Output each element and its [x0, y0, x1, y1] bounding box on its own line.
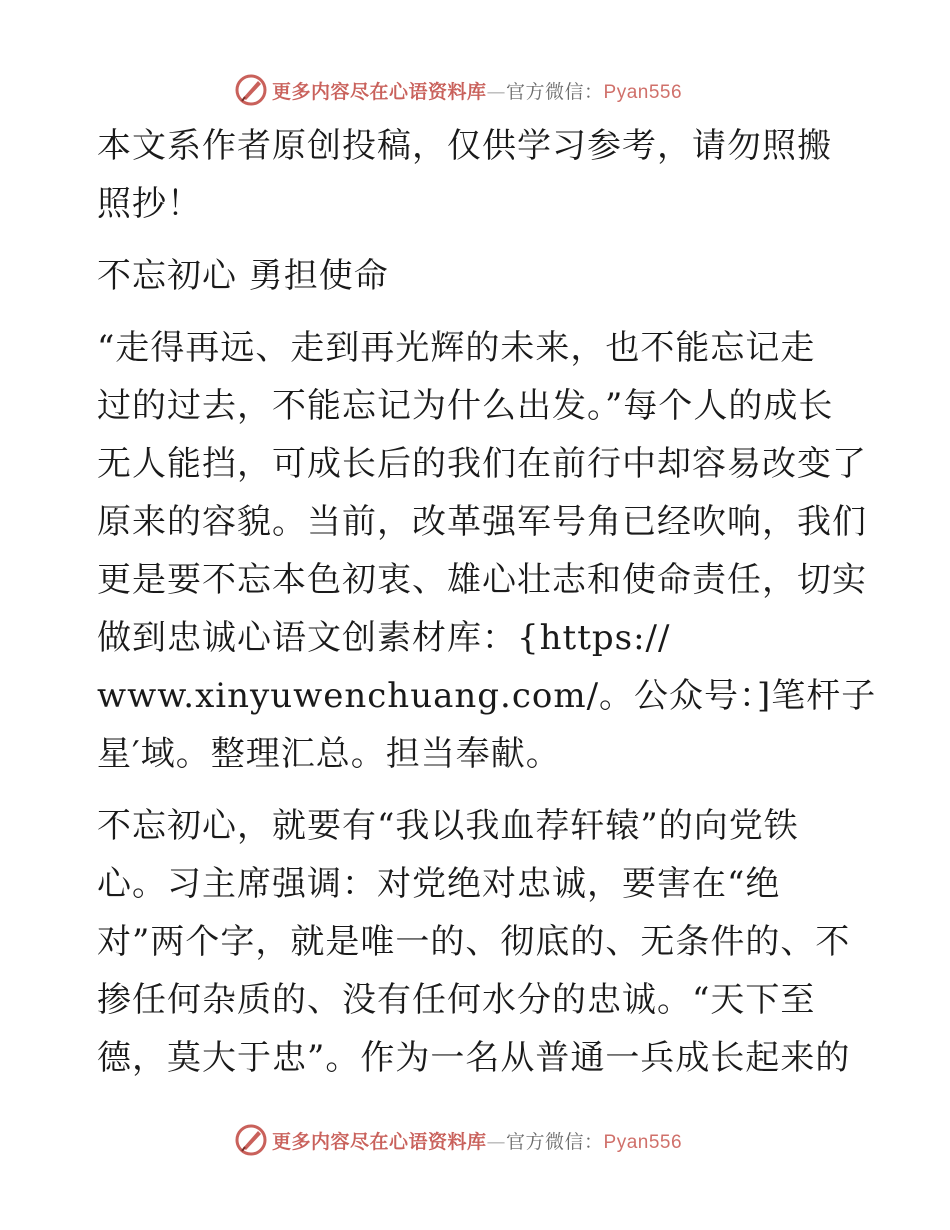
header-banner-text [272, 77, 682, 104]
text-line: 更是要不忘本色初衷、雄心壮志和使命责任，切实 [97, 560, 867, 600]
paragraph-intro [97, 319, 877, 783]
text-line: 对”两个字，就是唯一的、彻底的、无条件的、不 [97, 922, 851, 962]
footer-banner-id: Pyan556 [603, 1131, 683, 1153]
text-line: 无人能挡，可成长后的我们在前行中却容易改变了 [97, 444, 867, 484]
header-banner-id: Pyan556 [603, 81, 683, 103]
text-line: 原来的容貌。当前，改革强军号角已经吹响，我们 [97, 502, 867, 542]
text-line: 不忘初心，就要有“我以我血荐轩辕”的向党铁 [97, 806, 799, 846]
text-line: “走得再远、走到再光辉的未来，也不能忘记走 [97, 328, 816, 368]
paragraph-loyalty [97, 797, 857, 1087]
article-title: 不忘初心 勇担使命 [97, 256, 389, 296]
text-line: 掺任何杂质的、没有任何水分的忠诚。“天下至 [97, 980, 816, 1020]
paragraph-notice [97, 117, 857, 233]
header-banner-main: 更多内容尽在心语资料库 [272, 80, 487, 103]
text-line: 心。习主席强调：对党绝对忠诚，要害在“绝 [97, 864, 781, 904]
header-banner-dash: — [486, 80, 507, 103]
paragraph-title [97, 247, 857, 305]
header-watermark-banner [234, 72, 734, 108]
footer-banner-text [272, 1127, 682, 1154]
text-line: 照抄！ [97, 184, 202, 224]
text-line: www.xinyuwenchuang.com/。公众号：]笔杆子 [97, 676, 877, 716]
footer-watermark-banner [234, 1122, 734, 1158]
footer-banner-dash: — [486, 1130, 507, 1153]
document-body [97, 117, 877, 1087]
quill-logo-icon [234, 73, 268, 107]
quill-logo-icon [234, 1123, 268, 1157]
footer-banner-main: 更多内容尽在心语资料库 [272, 1130, 487, 1153]
text-line: 过的过去，不能忘记为什么出发。”每个人的成长 [97, 386, 834, 426]
footer-banner-wechat: 官方微信： [506, 1130, 604, 1153]
text-line: 做到忠诚心语文创素材库：{https:// [97, 618, 671, 658]
text-line: 星′域。整理汇总。担当奉献。 [97, 734, 561, 774]
text-line: 德，莫大于忠”。作为一名从普通一兵成长起来的 [97, 1038, 851, 1078]
header-banner-wechat: 官方微信： [506, 80, 604, 103]
text-line: 本文系作者原创投稿，仅供学习参考，请勿照搬 [97, 126, 832, 166]
